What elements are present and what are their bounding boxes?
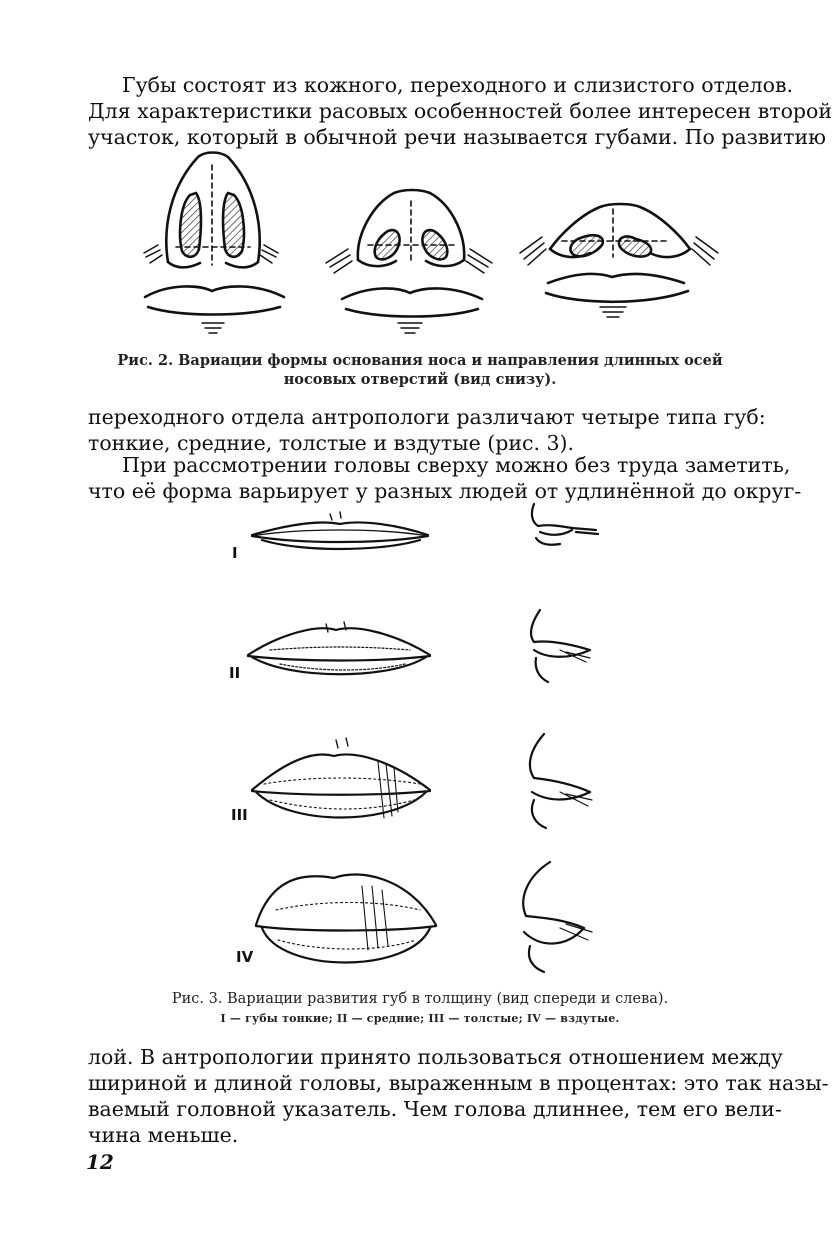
text-line: чина меньше. bbox=[88, 1123, 239, 1147]
figure-3-lip-thickness bbox=[0, 500, 836, 980]
lip-type-label: IV bbox=[236, 948, 254, 966]
text-line: ваемый головной указатель. Чем голова длиннее, тем его вели- bbox=[88, 1097, 782, 1121]
text-line: что её форма варьирует у разных людей от удлинённой до округ- bbox=[88, 479, 802, 503]
paragraph-lip-types bbox=[88, 404, 766, 456]
nose-diagram-medium bbox=[326, 190, 492, 333]
text-line: участок, который в обычной речи называется губами. По развитию bbox=[88, 125, 826, 149]
page-number: 12 bbox=[86, 1150, 114, 1174]
lip-type-label: III bbox=[231, 806, 248, 824]
nose-diagram-broad bbox=[520, 204, 718, 317]
lips-profile-medium bbox=[531, 610, 590, 682]
nose-diagram-narrow bbox=[144, 153, 284, 334]
figure-2-caption bbox=[88, 351, 752, 389]
figure-2-nose-bases bbox=[0, 145, 836, 345]
lips-profile-thin bbox=[532, 504, 598, 545]
lips-profile-thick bbox=[530, 734, 592, 828]
lips-front-thin bbox=[252, 512, 428, 549]
text-line: лой. В антропологии принято пользоваться отношением между bbox=[88, 1045, 783, 1069]
lips-front-medium bbox=[248, 622, 430, 674]
text-line: Для характеристики расовых особенностей более интересен второй bbox=[88, 99, 833, 123]
lip-type-label: I bbox=[232, 544, 238, 562]
text-line: переходного отдела антропологи различают четыре типа губ: bbox=[88, 405, 766, 429]
caption-line: Рис. 3. Вариации развития губ в толщину (вид спереди и слева). bbox=[171, 991, 669, 1007]
caption-legend: I — губы тонкие; II — средние; III — толстые; IV — вздутые. bbox=[220, 1012, 620, 1025]
text-line: Губы состоят из кожного, переходного и слизистого отделов. bbox=[122, 73, 794, 97]
lips-front-thick bbox=[252, 738, 430, 818]
text-line: шириной и длиной головы, выраженным в процентах: это так назы- bbox=[88, 1071, 829, 1095]
lips-front-swollen bbox=[256, 874, 436, 962]
paragraph-cephalic-index bbox=[88, 1044, 829, 1148]
caption-line: носовых отверстий (вид снизу). bbox=[283, 371, 557, 388]
lip-type-label: II bbox=[229, 664, 241, 682]
lips-profile-swollen bbox=[523, 862, 592, 972]
text-line: тонкие, средние, толстые и вздутые (рис. 3). bbox=[88, 431, 575, 455]
paragraph-intro bbox=[88, 72, 833, 150]
paragraph-head-shape bbox=[88, 452, 802, 504]
caption-line: Рис. 2. Вариации формы основания носа и направления длинных осей bbox=[117, 352, 723, 369]
text-line: При рассмотрении головы сверху можно без труда заметить, bbox=[122, 453, 791, 477]
figure-3-caption bbox=[88, 990, 752, 1028]
